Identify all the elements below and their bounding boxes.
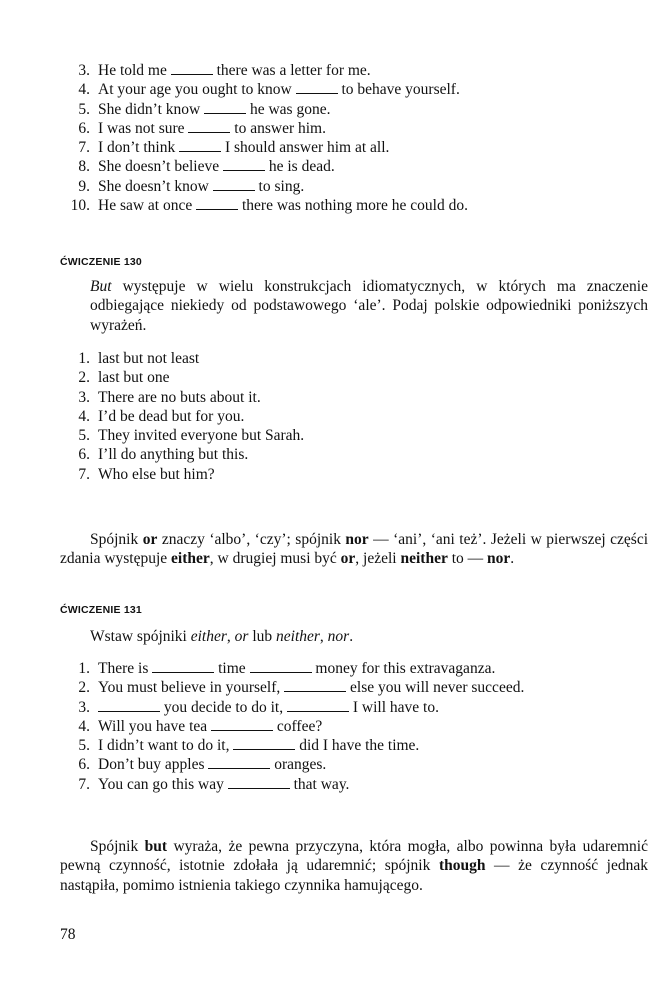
list-item xyxy=(60,138,650,157)
list-item: 7. You can go this way that way. xyxy=(78,775,350,793)
item-number: 4. xyxy=(78,81,90,99)
list-item xyxy=(60,177,650,196)
list-item xyxy=(60,157,650,176)
list-item: 2. last but one xyxy=(78,369,170,387)
answer-blank xyxy=(284,679,346,692)
item-text: He told me there was a letter for me. xyxy=(98,62,371,79)
answer-blank xyxy=(188,120,230,133)
list-item xyxy=(60,119,650,138)
answer-blank xyxy=(228,776,290,789)
item-text: At your age you ought to know to behave yourself. xyxy=(98,81,460,99)
exercise-130-heading: ĆWICZENIE 130 xyxy=(60,256,142,268)
item-number: 3. xyxy=(78,62,90,79)
exercise-131-heading: ĆWICZENIE 131 xyxy=(60,604,142,616)
exercise-130-list xyxy=(60,349,650,484)
item-number: 5. xyxy=(78,100,90,118)
item-text: I don’t think I should answer him at all. xyxy=(98,139,390,157)
answer-blank xyxy=(213,178,255,191)
list-item: 6. I’ll do anything but this. xyxy=(78,446,249,464)
item-text: I was not sure to answer him. xyxy=(98,119,326,137)
item-number: 9. xyxy=(78,177,90,195)
answer-blank xyxy=(171,62,213,75)
answer-blank xyxy=(296,81,338,94)
answer-blank xyxy=(211,718,273,731)
answer-blank xyxy=(204,101,246,114)
item-text: She doesn’t believe he is dead. xyxy=(98,158,335,176)
answer-blank xyxy=(179,139,221,152)
answer-blank xyxy=(223,158,265,171)
list-item: 5. They invited everyone but Sarah. xyxy=(78,427,305,445)
list-item xyxy=(60,100,650,119)
list-item: 7. Who else but him? xyxy=(78,465,215,483)
item-number: 7. xyxy=(78,139,90,157)
list-item: 4. Will you have tea coffee? xyxy=(78,717,323,735)
list-item: 2. You must believe in yourself, else you will never succeed. xyxy=(78,679,525,697)
list-item xyxy=(60,61,650,80)
note-or-nor: Spójnik or znaczy ‘albo’, ‘czy’; spójnik nor — ‘ani’, ‘ani też’. Jeżeli w pierwszej części zdania występuje either, w drugiej musi być or, jeżeli neither to — nor. xyxy=(60,531,649,568)
exercise-131-list xyxy=(60,659,650,794)
exercise-131-instruction: Wstaw spójniki either, or lub neither, nor. xyxy=(90,628,354,645)
item-text: He saw at once there was nothing more he could do. xyxy=(98,197,468,215)
list-item: 1. last but not least xyxy=(78,350,200,367)
list-item: 1. There is time money for this extravaganza. xyxy=(78,660,496,677)
answer-blank xyxy=(287,699,349,712)
list-item xyxy=(60,80,650,99)
list-item: 6. Don’t buy apples oranges. xyxy=(78,756,327,774)
list-item: 3. There are no buts about it. xyxy=(78,388,261,406)
list-item: 5. I didn’t want to do it, did I have the time. xyxy=(78,737,420,755)
note-but-though: Spójnik but wyraża, że pewna przyczyna, która mogła, albo powinna była udaremnić pewną czynność, istotnie zdołała ją udaremnić; spójnik though — że czynność jednak nastąpiła, pomimo istnienia takiego czynnika hamującego. xyxy=(60,838,648,894)
answer-blank xyxy=(152,660,214,673)
list-item: 3. you decide to do it, I will have to. xyxy=(78,698,439,716)
answer-blank xyxy=(196,197,238,210)
exercise-list-previous xyxy=(60,61,650,215)
keyword-but: But xyxy=(90,278,112,295)
item-text: She didn’t know he was gone. xyxy=(98,100,331,118)
exercise-130-intro: But występuje w wielu konstrukcjach idiomatycznych, w których ma znaczenie odbiegające niekiedy od podstawowego ‘ale’. Podaj polskie odpowiedniki poniższych wyrażeń. xyxy=(90,278,648,334)
list-item xyxy=(60,196,650,215)
item-text: She doesn’t know to sing. xyxy=(98,177,305,195)
answer-blank xyxy=(250,660,312,673)
page-number: 78 xyxy=(60,926,76,943)
answer-blank xyxy=(233,737,295,750)
list-item: 4. I’d be dead but for you. xyxy=(78,407,245,425)
answer-blank xyxy=(208,756,270,769)
answer-blank xyxy=(98,699,160,712)
item-number: 8. xyxy=(78,158,90,176)
item-number: 6. xyxy=(78,119,90,137)
item-number: 10. xyxy=(70,197,90,215)
